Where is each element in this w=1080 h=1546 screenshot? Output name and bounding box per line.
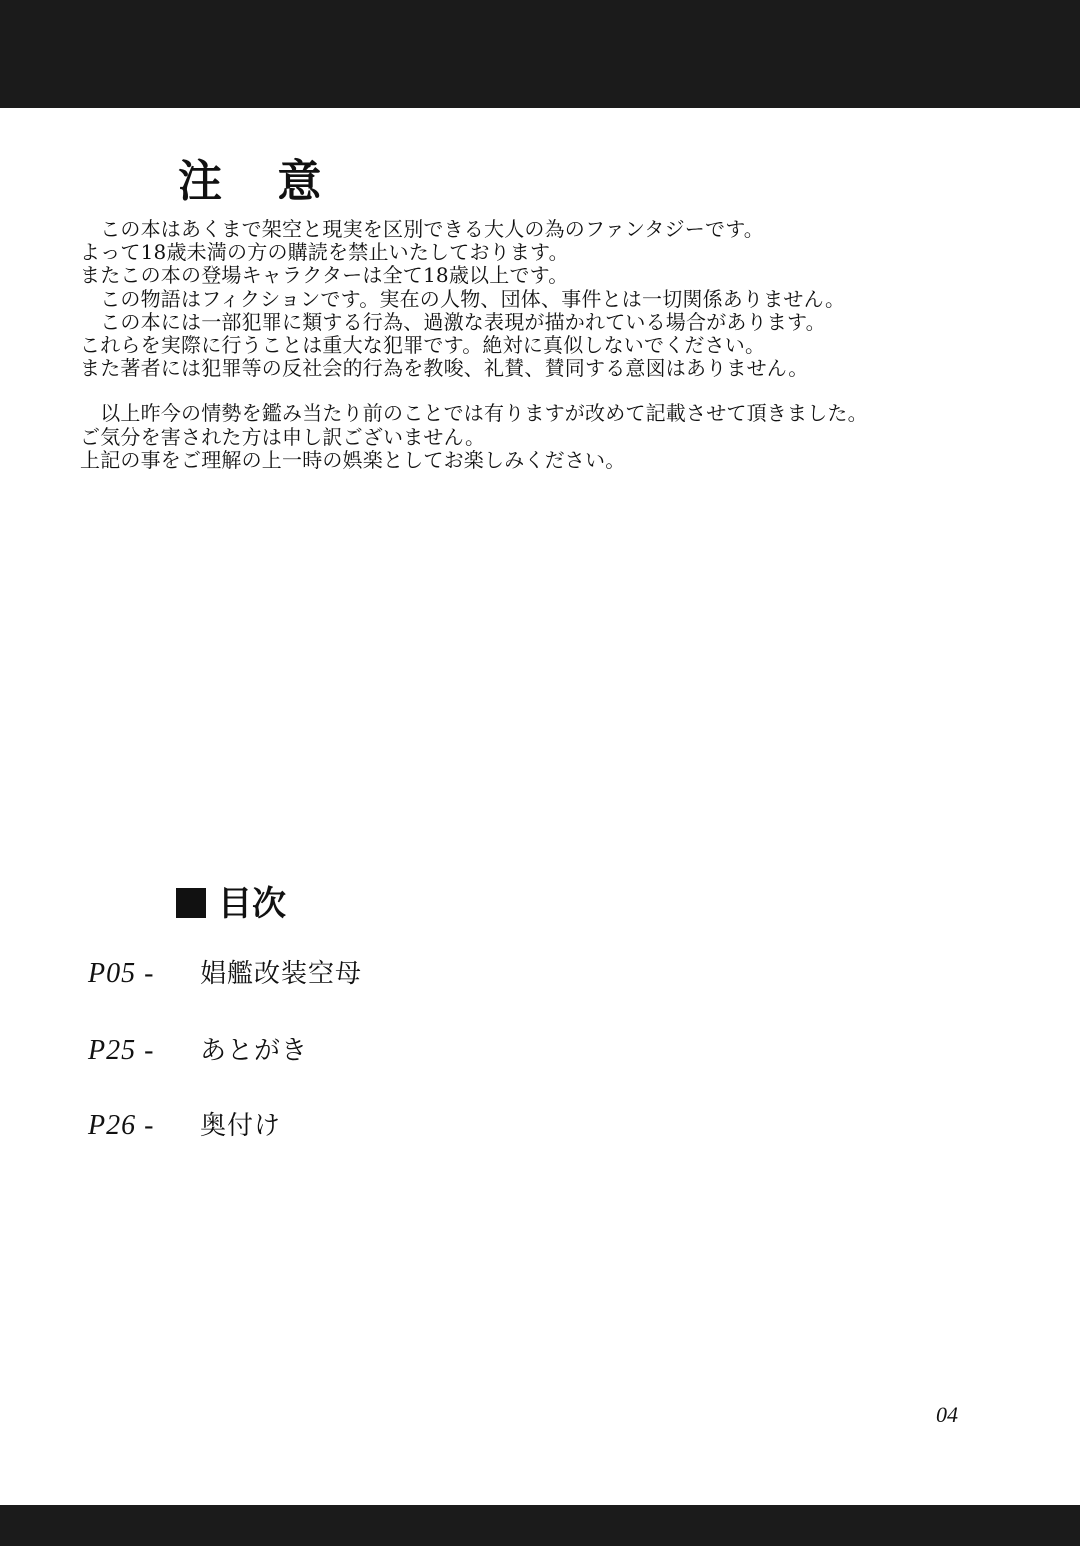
notice-line: よって18歳未満の方の購読を禁止いたしております。 [80,240,569,265]
square-bullet-icon [176,888,206,918]
toc-entry-title: 奥付け [200,1111,282,1141]
notice-line: これらを実際に行うことは重大な犯罪です。絶対に真似しないでください。 [80,332,766,357]
toc-entry-page: P05 - [88,958,155,989]
toc-entry-title: あとがき [200,1036,309,1066]
toc-entry-title: 娼艦改装空母 [200,959,363,989]
notice-line: この本はあくまで架空と現実を区別できる大人の為のファンタジーです。 [80,217,764,241]
toc-entry-page: P25 - [88,1035,155,1066]
toc-heading [176,878,286,930]
closing-line: ご気分を害された方は申し訳ございません。 [80,424,486,449]
page-title: 注 意 [178,156,342,207]
closing-line: 上記の事をご理解の上一時の娯楽としてお楽しみください。 [80,447,626,472]
notice-line: この本には一部犯罪に類する行為、過激な表現が描かれている場合があります。 [80,309,826,334]
notice-line: また著者には犯罪等の反社会的行為を教唆、礼賛、賛同する意図はありません。 [80,356,809,381]
page-number: 04 [936,1402,958,1427]
notice-line: この物語はフィクションです。実在の人物、団体、事件とは一切関係ありません。 [80,286,846,311]
top-black-bar [0,0,1080,108]
toc-entry-page: P26 - [88,1110,155,1141]
closing-line: 以上昨今の情勢を鑑み当たり前のことでは有りますが改めて記載させて頂きました。 [80,401,868,426]
notice-line: またこの本の登場キャラクターは全て18歳以上です。 [80,263,569,288]
bottom-black-bar [0,1505,1080,1546]
toc-heading-label: 目次 [218,884,286,924]
notice-text [80,218,1040,472]
